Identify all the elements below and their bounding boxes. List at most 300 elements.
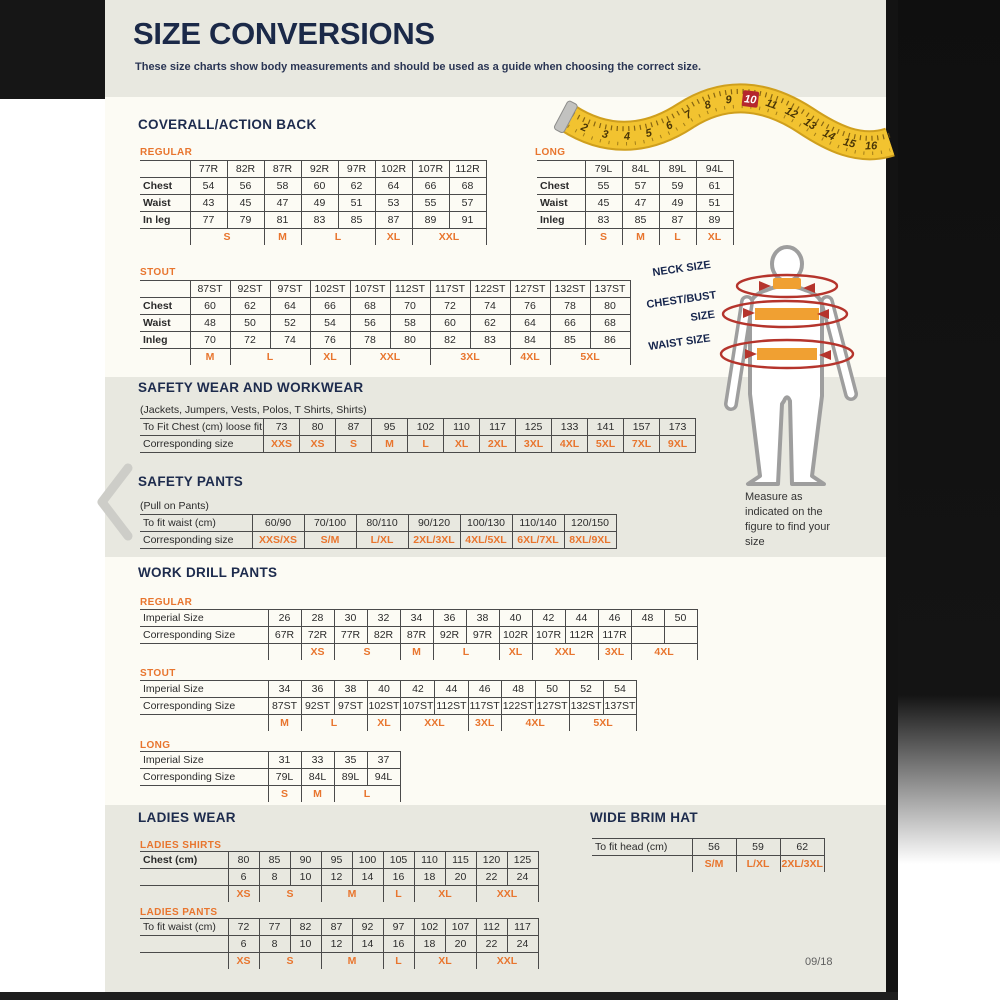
cell: 76 — [510, 298, 550, 315]
cell: 80 — [300, 419, 336, 436]
cell: L — [301, 229, 375, 246]
cell: 60 — [190, 298, 230, 315]
cell: 92ST — [301, 698, 334, 715]
cell: 107R — [532, 627, 565, 644]
cell: 92 — [352, 919, 383, 936]
cell: 18 — [414, 869, 445, 886]
neck-band — [773, 278, 801, 289]
cell: 110 — [444, 419, 480, 436]
waist-band — [757, 348, 817, 360]
cell: 84 — [510, 332, 550, 349]
cell: 26 — [268, 610, 301, 627]
cell: 3XL — [516, 436, 552, 453]
cell: 14 — [352, 936, 383, 953]
coverall-long-table — [537, 160, 734, 245]
cell: 100 — [352, 852, 383, 869]
cell: 54 — [603, 681, 637, 698]
cell: 48 — [190, 315, 230, 332]
cell: 4XL — [510, 349, 550, 366]
cell: 117 — [480, 419, 516, 436]
cell: 4XL — [552, 436, 588, 453]
cell: S — [334, 644, 400, 661]
cell: 77R — [334, 627, 367, 644]
cell: 51 — [696, 195, 733, 212]
cell: 85 — [622, 212, 659, 229]
cell: 3XL — [430, 349, 510, 366]
cell: 54 — [190, 178, 227, 195]
cell: 82 — [290, 919, 321, 936]
cell: 38 — [466, 610, 499, 627]
cell: L — [383, 886, 414, 903]
chevron-left-icon[interactable] — [92, 460, 138, 544]
cell: 78 — [350, 332, 390, 349]
cell: Waist — [140, 315, 190, 332]
frame-top-left — [0, 0, 105, 99]
cell: 90 — [290, 852, 321, 869]
cell: 4XL — [631, 644, 697, 661]
cell: 77 — [259, 919, 290, 936]
size-table — [592, 838, 825, 872]
cell: 79 — [227, 212, 264, 229]
cell: 6XL/7XL — [512, 532, 564, 549]
cell: 107ST — [401, 698, 435, 715]
cell: 132ST — [569, 698, 603, 715]
cell: 84L — [622, 161, 659, 178]
tape-number — [865, 140, 879, 153]
size-table — [140, 280, 631, 365]
cell: S/M — [692, 856, 736, 873]
cell: Chest (cm) — [140, 852, 228, 869]
cell: 87 — [321, 919, 352, 936]
svg-text:13: 13 — [801, 116, 819, 133]
cell: 89L — [334, 769, 367, 786]
label-wd-long: LONG — [140, 740, 171, 751]
ladies-shirts-table — [140, 851, 539, 902]
cell: 36 — [433, 610, 466, 627]
cell: 58 — [264, 178, 301, 195]
coverall-stout-table — [140, 280, 631, 365]
cell: Corresponding Size — [140, 698, 268, 715]
cell: 68 — [449, 178, 486, 195]
cell: S — [259, 953, 321, 970]
cell: 4XL — [501, 715, 569, 732]
cell: S — [336, 436, 372, 453]
svg-text:3: 3 — [600, 128, 610, 142]
section-coverall: COVERALL/ACTION BACK — [138, 117, 317, 132]
cell: M — [268, 715, 301, 732]
cell: 32 — [367, 610, 400, 627]
cell: 83 — [301, 212, 338, 229]
cell: 22 — [476, 936, 507, 953]
cell: S — [190, 229, 264, 246]
cell: 8XL/9XL — [564, 532, 616, 549]
cell: 5XL — [550, 349, 630, 366]
safety-pants-note: (Pull on Pants) — [140, 500, 209, 512]
cell: 44 — [565, 610, 598, 627]
cell: 127ST — [535, 698, 569, 715]
cell: To fit waist (cm) — [140, 919, 228, 936]
safety-pants-table — [140, 514, 617, 549]
svg-text:9: 9 — [724, 93, 733, 107]
cell: Inleg — [140, 332, 190, 349]
cell: 3XL — [598, 644, 631, 661]
wd-regular-table — [140, 609, 698, 660]
cell: 87 — [659, 212, 696, 229]
cell — [664, 627, 697, 644]
cell: 82R — [367, 627, 400, 644]
neck-size-label: NECK SIZE — [651, 258, 712, 279]
cell: 112ST — [435, 698, 468, 715]
cell: Imperial Size — [140, 610, 268, 627]
cell: 9XL — [660, 436, 696, 453]
cell: 77 — [190, 212, 227, 229]
hat-table — [592, 838, 825, 872]
svg-text:8: 8 — [702, 98, 713, 113]
cell: 80 — [228, 852, 259, 869]
cell: 16 — [383, 936, 414, 953]
cell: 141 — [588, 419, 624, 436]
cell: XXS — [264, 436, 300, 453]
cell: 89 — [696, 212, 733, 229]
cell: 76 — [310, 332, 350, 349]
cell — [140, 953, 228, 970]
cell: 102 — [408, 419, 444, 436]
cell: 74 — [470, 298, 510, 315]
cell: 70 — [190, 332, 230, 349]
cell: L — [659, 229, 696, 246]
svg-text:5: 5 — [644, 126, 654, 141]
tape-number — [623, 131, 631, 143]
cell: XXL — [350, 349, 430, 366]
frame-right-shadow — [898, 0, 1000, 993]
cell: XL — [375, 229, 412, 246]
size-table — [140, 418, 696, 453]
cell: 97R — [466, 627, 499, 644]
cell: 30 — [334, 610, 367, 627]
cell: 4XL/5XL — [460, 532, 512, 549]
cell: M — [400, 644, 433, 661]
cell: 85 — [259, 852, 290, 869]
wd-long-table — [140, 751, 401, 802]
cell: Corresponding Size — [140, 627, 268, 644]
cell: S — [585, 229, 622, 246]
cell: 66 — [412, 178, 449, 195]
cell: 125 — [507, 852, 538, 869]
cell: 8 — [259, 869, 290, 886]
cell: 86 — [590, 332, 630, 349]
cell — [268, 644, 301, 661]
cell: Chest — [140, 298, 190, 315]
chest-band — [755, 308, 819, 320]
cell: 37 — [367, 752, 400, 769]
measure-instruction: Measure as indicated on the figure to find your size — [745, 491, 830, 548]
cell: XL — [696, 229, 733, 246]
label-coverall-stout: STOUT — [140, 267, 176, 278]
cell: Chest — [537, 178, 585, 195]
section-work-drill: WORK DRILL PANTS — [138, 565, 278, 580]
cell — [140, 281, 190, 298]
cell: 58 — [390, 315, 430, 332]
size-table — [140, 514, 617, 549]
cell: 50 — [230, 315, 270, 332]
cell: 34 — [268, 681, 301, 698]
cell: L/XL — [736, 856, 780, 873]
cell — [140, 936, 228, 953]
cell: Corresponding size — [140, 532, 252, 549]
size-table — [140, 680, 637, 731]
cell: 68 — [350, 298, 390, 315]
document-sheet — [105, 0, 886, 992]
cell: 117ST — [430, 281, 470, 298]
cell: 45 — [227, 195, 264, 212]
cell: 44 — [435, 681, 468, 698]
cell: XS — [301, 644, 334, 661]
cell: 60/90 — [252, 515, 304, 532]
cell: 52 — [270, 315, 310, 332]
cell: M — [372, 436, 408, 453]
label-coverall-regular: REGULAR — [140, 147, 193, 158]
cell — [140, 644, 268, 661]
tape-number — [741, 90, 759, 108]
cell — [140, 715, 268, 732]
cell — [140, 161, 190, 178]
cell: S — [259, 886, 321, 903]
cell: 132ST — [550, 281, 590, 298]
cell: To fit waist (cm) — [140, 515, 252, 532]
cell: 45 — [585, 195, 622, 212]
cell: 64 — [375, 178, 412, 195]
cell: 47 — [264, 195, 301, 212]
cell: 20 — [445, 869, 476, 886]
cell: 55 — [412, 195, 449, 212]
ladies-pants-table — [140, 918, 539, 969]
svg-text:16: 16 — [864, 140, 878, 153]
cell — [140, 349, 190, 366]
cell: 110 — [414, 852, 445, 869]
cell: XXL — [532, 644, 598, 661]
cell: 73 — [264, 419, 300, 436]
cell: 62 — [230, 298, 270, 315]
cell: 31 — [268, 752, 301, 769]
cell: XS — [300, 436, 336, 453]
page-footer: 09/18 — [805, 956, 833, 968]
svg-text:15: 15 — [841, 136, 857, 151]
cell: 10 — [290, 869, 321, 886]
cell: L — [433, 644, 499, 661]
size-table — [140, 851, 539, 902]
cell: 100/130 — [460, 515, 512, 532]
size-table — [140, 160, 487, 245]
cell: 5XL — [569, 715, 637, 732]
cell: 5XL — [588, 436, 624, 453]
cell: 42 — [532, 610, 565, 627]
cell: 80/110 — [356, 515, 408, 532]
cell: 12 — [321, 936, 352, 953]
cell: S/M — [304, 532, 356, 549]
cell: 59 — [659, 178, 696, 195]
svg-text:7: 7 — [682, 108, 695, 122]
cell: 28 — [301, 610, 334, 627]
cell: 137ST — [603, 698, 637, 715]
cell: 40 — [367, 681, 401, 698]
tape-measure-graphic — [560, 84, 895, 170]
cell: Chest — [140, 178, 190, 195]
cell: 82 — [430, 332, 470, 349]
cell: M — [321, 886, 383, 903]
cell: 122ST — [501, 698, 535, 715]
cell: 87 — [375, 212, 412, 229]
cell: 46 — [598, 610, 631, 627]
cell: 64 — [270, 298, 310, 315]
safety-wear-table — [140, 418, 696, 453]
cell: To Fit Chest (cm) loose fit — [140, 419, 264, 436]
cell: XL — [499, 644, 532, 661]
section-hat: WIDE BRIM HAT — [590, 810, 698, 825]
size-table — [140, 918, 539, 969]
cell: S — [268, 786, 301, 803]
cell: 80 — [390, 332, 430, 349]
cell: 60 — [430, 315, 470, 332]
cell: 70/100 — [304, 515, 356, 532]
cell: M — [264, 229, 301, 246]
cell: 102 — [414, 919, 445, 936]
cell: XXS/XS — [252, 532, 304, 549]
cell: Waist — [537, 195, 585, 212]
svg-text:4: 4 — [623, 130, 631, 143]
cell — [140, 786, 268, 803]
cell: 3XL — [468, 715, 501, 732]
cell: 115 — [445, 852, 476, 869]
cell: 84L — [301, 769, 334, 786]
svg-text:6: 6 — [664, 119, 675, 133]
cell: Imperial Size — [140, 752, 268, 769]
page-title: SIZE CONVERSIONS — [133, 16, 435, 51]
cell: 10 — [290, 936, 321, 953]
cell: 61 — [696, 178, 733, 195]
cell: 66 — [550, 315, 590, 332]
cell: 56 — [692, 839, 736, 856]
cell: 107 — [445, 919, 476, 936]
cell: 97 — [383, 919, 414, 936]
cell: 35 — [334, 752, 367, 769]
cell: L — [408, 436, 444, 453]
cell: 89L — [659, 161, 696, 178]
cell: 57 — [449, 195, 486, 212]
coverall-regular-table — [140, 160, 487, 245]
cell: 102ST — [367, 698, 401, 715]
cell: Corresponding size — [140, 436, 264, 453]
cell: 87 — [336, 419, 372, 436]
cell: 24 — [507, 936, 538, 953]
cell: 40 — [499, 610, 532, 627]
cell: 54 — [310, 315, 350, 332]
section-safety-pants: SAFETY PANTS — [138, 474, 244, 489]
cell: XL — [367, 715, 401, 732]
cell: 12 — [321, 869, 352, 886]
cell: XXL — [401, 715, 468, 732]
cell: L — [334, 786, 400, 803]
cell: 74 — [270, 332, 310, 349]
frame-bottom-strip — [0, 992, 898, 1000]
cell: 56 — [227, 178, 264, 195]
cell: 80 — [590, 298, 630, 315]
page-subtitle: These size charts show body measurements and should be used as a guide when choosing the correct size. — [135, 61, 702, 73]
cell: 38 — [334, 681, 367, 698]
label-wd-stout: STOUT — [140, 668, 176, 679]
cell: 72 — [230, 332, 270, 349]
cell: Imperial Size — [140, 681, 268, 698]
cell — [592, 856, 692, 873]
cell: 18 — [414, 936, 445, 953]
cell: 33 — [301, 752, 334, 769]
cell — [537, 161, 585, 178]
cell: XXL — [476, 886, 538, 903]
cell: 87R — [264, 161, 301, 178]
cell: 94L — [696, 161, 733, 178]
cell: 120/150 — [564, 515, 616, 532]
cell: 94L — [367, 769, 400, 786]
cell: 97R — [338, 161, 375, 178]
cell: M — [321, 953, 383, 970]
cell: M — [190, 349, 230, 366]
cell: XXL — [412, 229, 486, 246]
cell: 8 — [259, 936, 290, 953]
cell: 112ST — [390, 281, 430, 298]
cell: 22 — [476, 869, 507, 886]
cell: 42 — [401, 681, 435, 698]
cell: 67R — [268, 627, 301, 644]
cell: L/XL — [356, 532, 408, 549]
cell: 62 — [780, 839, 824, 856]
cell: 85 — [338, 212, 375, 229]
cell: 2XL/3XL — [780, 856, 824, 873]
cell: 34 — [400, 610, 433, 627]
cell: 133 — [552, 419, 588, 436]
cell: 102ST — [310, 281, 350, 298]
chest-size-label-line2: SIZE — [689, 308, 716, 324]
cell: 95 — [372, 419, 408, 436]
cell: 102R — [499, 627, 532, 644]
cell: 112R — [449, 161, 486, 178]
cell — [140, 886, 228, 903]
cell: 68 — [590, 315, 630, 332]
cell: 120 — [476, 852, 507, 869]
cell: 36 — [301, 681, 334, 698]
cell: 7XL — [624, 436, 660, 453]
svg-text:11: 11 — [764, 97, 779, 113]
cell: 78 — [550, 298, 590, 315]
cell: XS — [228, 886, 259, 903]
cell: 62 — [470, 315, 510, 332]
cell: 50 — [664, 610, 697, 627]
cell: To fit head (cm) — [592, 839, 692, 856]
svg-text:14: 14 — [820, 127, 837, 144]
cell: 87R — [400, 627, 433, 644]
cell: 112 — [476, 919, 507, 936]
cell: L — [383, 953, 414, 970]
cell: 122ST — [470, 281, 510, 298]
label-coverall-long: LONG — [535, 147, 566, 158]
cell: Corresponding Size — [140, 769, 268, 786]
cell: 56 — [350, 315, 390, 332]
cell: 51 — [338, 195, 375, 212]
measurement-figure — [645, 246, 885, 496]
cell: XL — [414, 953, 476, 970]
cell: 92R — [433, 627, 466, 644]
cell: 102R — [375, 161, 412, 178]
cell: 89 — [412, 212, 449, 229]
cell: 60 — [301, 178, 338, 195]
